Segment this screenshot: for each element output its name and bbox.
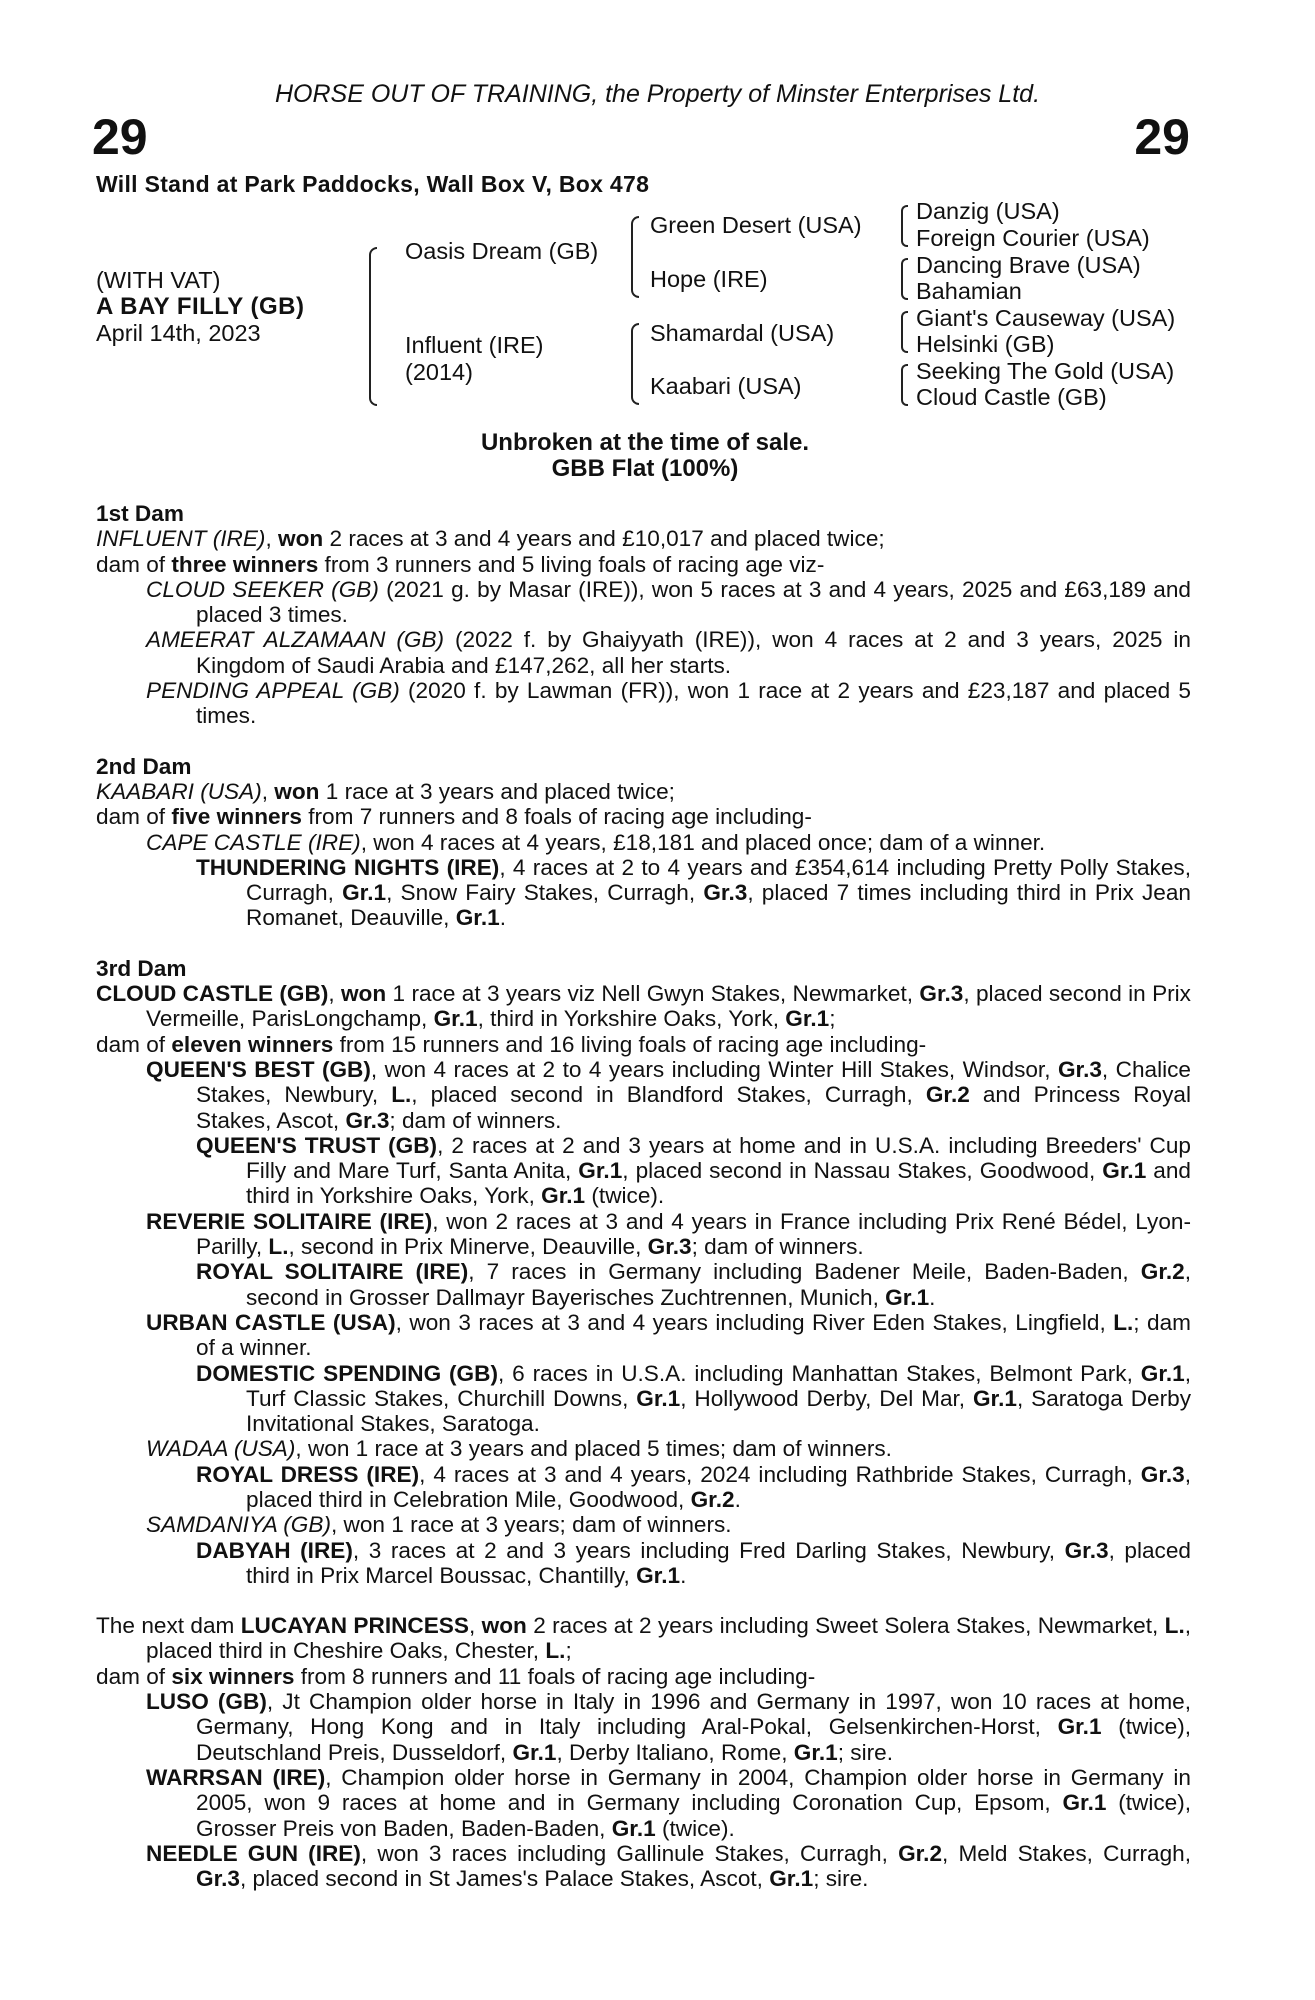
sire-dam: Hope (IRE) <box>650 266 768 292</box>
second-dam-produce: dam of five winners from 7 runners and 8 foals of racing age including- <box>96 804 812 830</box>
progeny-entry: THUNDERING NIGHTS (IRE), 4 races at 2 to 4 years and £354,614 including Pretty Polly Stakes, Curragh, Gr.1, Snow Fairy Stakes, Curragh, Gr.3, placed 7 times including third in Prix Jean Romanet, Deauville, Gr.1. <box>196 854 1191 931</box>
ggp-3: Dancing Brave (USA) <box>916 252 1141 278</box>
ggp-7: Seeking The Gold (USA) <box>916 358 1175 384</box>
brace-ggp-4 <box>901 364 908 406</box>
next-dam-produce: dam of six winners from 8 runners and 11 foals of racing age including- <box>96 1663 816 1689</box>
dam: Influent (IRE) <box>405 332 544 358</box>
ggp-8: Cloud Castle (GB) <box>916 384 1107 410</box>
sire-sire: Green Desert (USA) <box>650 212 862 238</box>
ggp-1: Danzig (USA) <box>916 198 1060 224</box>
progeny-entry: SAMDANIYA (GB), won 1 race at 3 years; dam of winners. <box>146 1512 732 1538</box>
progeny-entry: CLOUD SEEKER (GB) (2021 g. by Masar (IRE)), won 5 races at 3 and 4 years, 2025 and £63,189 and placed 3 times. <box>146 576 1191 628</box>
progeny-entry: DABYAH (IRE), 3 races at 2 and 3 years including Fred Darling Stakes, Newbury, Gr.3, placed third in Prix Marcel Boussac, Chantilly, Gr.1. <box>196 1537 1191 1588</box>
brace-sire-line <box>631 216 639 298</box>
dam-year: (2014) <box>405 359 473 385</box>
progeny-entry: DOMESTIC SPENDING (GB), 6 races in U.S.A. including Manhattan Stakes, Belmont Park, Gr.1, Turf Classic Stakes, Churchill Downs, Gr.1, Hollywood Derby, Del Mar, Gr.1, Saratoga Derby Invitational Stakes, Saratoga. <box>196 1360 1191 1437</box>
sire: Oasis Dream (GB) <box>405 238 599 264</box>
horse-name: A BAY FILLY (GB) <box>96 293 305 320</box>
progeny-entry: NEEDLE GUN (IRE), won 3 races including Gallinule Stakes, Curragh, Gr.2, Meld Stakes, Curragh, Gr.3, placed second in St James's Palace Stakes, Ascot, Gr.1; sire. <box>146 1840 1192 1892</box>
vat-note: (WITH VAT) <box>96 267 221 293</box>
progeny-entry: WADAA (USA), won 1 race at 3 years and placed 5 times; dam of winners. <box>146 1436 892 1462</box>
progeny-entry: AMEERAT ALZAMAAN (GB) (2022 f. by Ghaiyyath (IRE)), won 4 races at 2 and 3 years, 2025 in Kingdom of Saudi Arabia and £147,262, all her starts. <box>146 627 1191 678</box>
page-header: HORSE OUT OF TRAINING, the Property of Minster Enterprises Ltd. <box>274 80 1041 108</box>
third-dam-record: CLOUD CASTLE (GB), won 1 race at 3 years viz Nell Gwyn Stakes, Newmarket, Gr.3, placed second in Prix Vermeille, ParisLongchamp, Gr.1, third in Yorkshire Oaks, York, Gr.1; <box>96 981 1191 1032</box>
brace-ggp-3 <box>901 311 908 353</box>
stand-location: Will Stand at Park Paddocks, Wall Box V, Box 478 <box>96 171 650 197</box>
produce-record <box>96 501 1191 1891</box>
brace-ggp-2 <box>901 258 908 300</box>
brace-parents <box>369 247 377 406</box>
dam-sire: Shamardal (USA) <box>650 320 835 346</box>
brace-dam-line <box>631 323 639 405</box>
progeny-entry: WARRSAN (IRE), Champion older horse in Germany in 2004, Champion older horse in Germany in 2005, won 9 races at home and in Germany including Coronation Cup, Epsom, Gr.1 (twice), Grosser Preis von Baden, Baden-Baden, Gr.1 (twice). <box>146 1764 1191 1841</box>
progeny-entry: CAPE CASTLE (IRE), won 4 races at 4 years, £18,181 and placed once; dam of a winner. <box>146 829 1046 855</box>
next-dam-record: The next dam LUCAYAN PRINCESS, won 2 races at 2 years including Sweet Solera Stakes, Newmarket, L., placed third in Cheshire Oaks, Chester, L.; <box>96 1613 1192 1664</box>
second-dam-heading: 2nd Dam <box>96 753 192 779</box>
progeny-entry: REVERIE SOLITAIRE (IRE), won 2 races at 3 and 4 years in France including Prix René Bédel, Lyon-Parilly, L., second in Prix Minerve, Deauville, Gr.3; dam of winners. <box>146 1208 1191 1260</box>
progeny-entry: PENDING APPEAL (GB) (2020 f. by Lawman (FR)), won 1 race at 2 years and £23,187 and placed 5 times. <box>146 678 1191 729</box>
ggp-2: Foreign Courier (USA) <box>916 225 1150 251</box>
dam-dam: Kaabari (USA) <box>650 373 802 399</box>
progeny-entry: URBAN CASTLE (USA), won 3 races at 3 and 4 years including River Eden Stakes, Lingfield, L.; dam of a winner. <box>146 1309 1191 1361</box>
third-dam-heading: 3rd Dam <box>96 955 187 981</box>
gbb-note: GBB Flat (100%) <box>551 455 739 482</box>
progeny-entry: QUEEN'S BEST (GB), won 4 races at 2 to 4 years including Winter Hill Stakes, Windsor, Gr.3, Chalice Stakes, Newbury, L., placed second in Blandford Stakes, Curragh, Gr.2 and Princess Royal Stakes, Ascot, Gr.3; dam of winners. <box>146 1056 1192 1133</box>
first-dam-produce: dam of three winners from 3 runners and 5 living foals of racing age viz- <box>96 551 825 577</box>
progeny-entry: ROYAL DRESS (IRE), 4 races at 3 and 4 years, 2024 including Rathbride Stakes, Curragh, Gr.3, placed third in Celebration Mile, Goodwood, Gr.2. <box>196 1461 1191 1512</box>
progeny-entry: LUSO (GB), Jt Champion older horse in Italy in 1996 and Germany in 1997, won 10 races at home, Germany, Hong Kong and in Italy including Aral-Pokal, Gelsenkirchen-Horst, Gr.1 (twice), Deutschland Preis, Dusseldorf, Gr.1, Derby Italiano, Rome, Gr.1; sire. <box>146 1689 1191 1765</box>
section-gap <box>96 1588 1191 1613</box>
brace-ggp-1 <box>901 205 908 247</box>
unbroken-note: Unbroken at the time of sale. <box>480 429 810 456</box>
second-dam-record: KAABARI (USA), won 1 race at 3 years and placed twice; <box>96 778 675 804</box>
lot-number-left: 29 <box>92 109 148 165</box>
third-dam-produce: dam of eleven winners from 15 runners and 16 living foals of racing age including- <box>96 1031 927 1057</box>
progeny-entry: QUEEN'S TRUST (GB), 2 races at 2 and 3 years at home and in U.S.A. including Breeders' Cup Filly and Mare Turf, Santa Anita, Gr.1, placed second in Nassau Stakes, Goodwood, Gr.1 and third in Yorkshire Oaks, York, Gr.1 (twice). <box>196 1132 1191 1209</box>
foaling-date: April 14th, 2023 <box>96 320 261 346</box>
dam-name: INFLUENT (IRE) <box>96 526 266 552</box>
progeny-entry: ROYAL SOLITAIRE (IRE), 7 races in Germany including Badener Meile, Baden-Baden, Gr.2, second in Grosser Dallmayr Bayerisches Zuchtrennen, Munich, Gr.1. <box>196 1259 1191 1310</box>
first-dam-record: INFLUENT (IRE), won 2 races at 3 and 4 years and £10,017 and placed twice; <box>96 526 885 552</box>
lot-number-right: 29 <box>1134 109 1190 165</box>
ggp-6: Helsinki (GB) <box>916 331 1055 357</box>
ggp-5: Giant's Causeway (USA) <box>916 305 1176 331</box>
ggp-4: Bahamian <box>916 278 1022 304</box>
first-dam-heading: 1st Dam <box>96 501 184 526</box>
